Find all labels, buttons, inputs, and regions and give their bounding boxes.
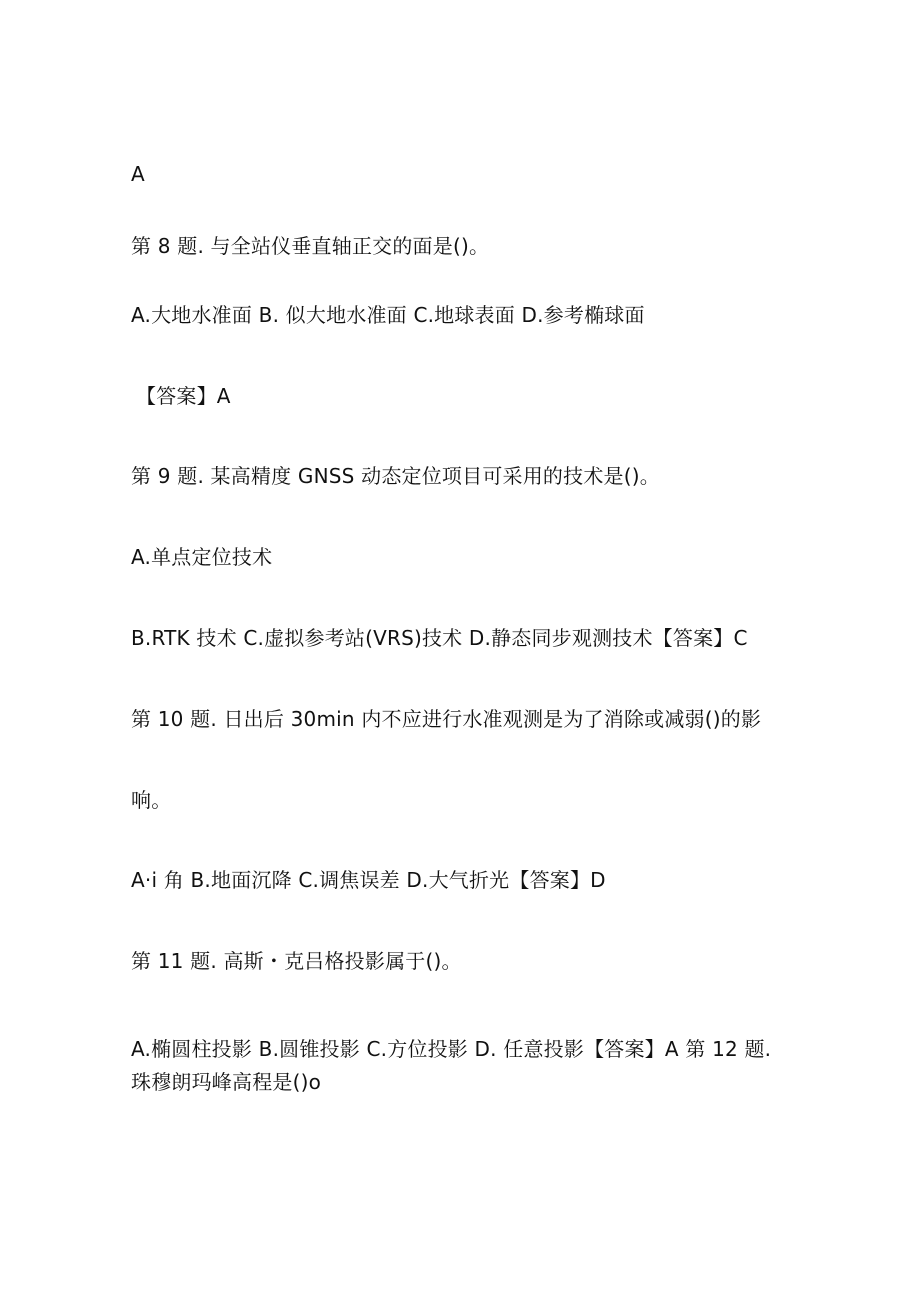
- question-8: 第 8 题. 与全站仪垂直轴正交的面是()。: [131, 234, 490, 258]
- answer-line-q7: A: [131, 162, 145, 186]
- question-9: 第 9 题. 某高精度 GNSS 动态定位项目可采用的技术是()。: [131, 464, 660, 488]
- options-answer-q11: A.椭圆柱投影 B.圆锥投影 C.方位投影 D. 任意投影【答案】A 第 12 题.: [131, 1037, 772, 1061]
- option-a-q9: A.单点定位技术: [131, 545, 273, 569]
- options-q8: A.大地水准面 B. 似大地水准面 C.地球表面 D.参考椭球面: [131, 303, 645, 327]
- question-12: 珠穆朗玛峰高程是()o: [131, 1070, 322, 1094]
- question-10-continued: 响。: [131, 788, 172, 812]
- question-11: 第 11 题. 高斯・克吕格投影属于()。: [131, 949, 462, 973]
- answer-q8: 【答案】A: [136, 384, 231, 408]
- options-answer-q10: A·i 角 B.地面沉降 C.调焦误差 D.大气折光【答案】D: [131, 868, 606, 892]
- options-answer-q9: B.RTK 技术 C.虚拟参考站(VRS)技术 D.静态同步观测技术【答案】C: [131, 626, 748, 650]
- question-10: 第 10 题. 日出后 30min 内不应进行水准观测是为了消除或减弱()的影: [131, 707, 762, 731]
